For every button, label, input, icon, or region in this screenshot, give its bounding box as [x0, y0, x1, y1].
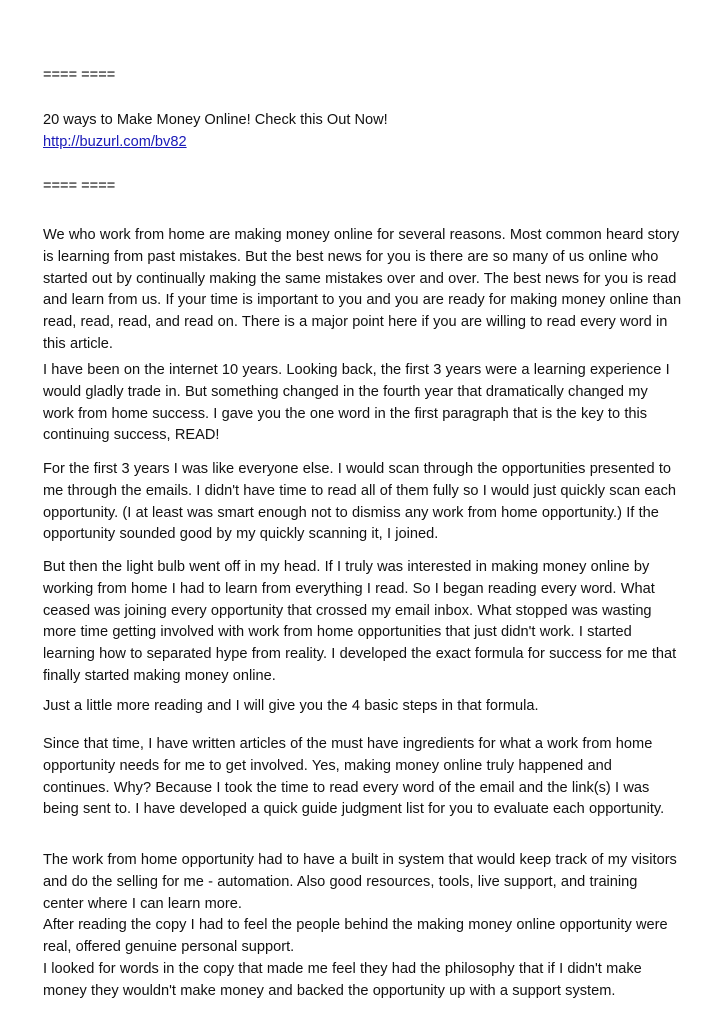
paragraph-line: and do the selling for me - automation. Also good resources, tools, live support, and training	[43, 873, 638, 890]
paragraph-line: finally started making money online.	[43, 667, 276, 684]
paragraph-line: continuing success, READ!	[43, 427, 220, 444]
paragraph-1	[43, 225, 693, 356]
promo-link[interactable]: http://buzurl.com/bv82	[43, 134, 187, 150]
paragraph-line: ceased was joining every opportunity that crossed my email inbox. What stopped was wasting	[43, 602, 652, 619]
paragraph-line: would gladly trade in. But something changed in the fourth year that dramatically changed my	[43, 383, 648, 400]
promo-title: 20 ways to Make Money Online! Check this Out Now!	[43, 112, 388, 128]
promo-link-row	[43, 133, 693, 151]
paragraph-line: me through the emails. I didn't have time to read all of them fully so I would just quickly scan each	[43, 482, 677, 499]
paragraph-line: We who work from home are making money online for several reasons. Most common heard story	[43, 227, 680, 243]
paragraph-line: more time getting involved with work from home opportunities that just didn't work. I started	[43, 624, 632, 641]
paragraph-line: Since that time, I have written articles of the must have ingredients for what a work from home	[43, 736, 653, 752]
paragraph-line: opportunity sounded good by my quickly scanning it, I joined.	[43, 526, 439, 543]
paragraph-4	[43, 557, 693, 688]
paragraph-3	[43, 459, 693, 546]
paragraph-line: real, offered genuine personal support.	[43, 939, 295, 956]
paragraph-line: money they wouldn't make money and backed the opportunity up with a support system.	[43, 982, 616, 999]
paragraph-line: is learning from past mistakes. But the best news for you is there are so many of us online who	[43, 248, 659, 265]
paragraph-line: I looked for words in the copy that made me feel they had the philosophy that if I didn't make	[43, 960, 642, 977]
paragraph-line: For the first 3 years I was like everyone else. I would scan through the opportunities presented to	[43, 461, 672, 477]
paragraph-line: opportunity needs for me to get involved. Yes, making money online truly happened and	[43, 757, 612, 774]
separator-bottom: ==== ====	[43, 178, 116, 194]
separator-top: ==== ====	[43, 67, 116, 83]
paragraph-line: this article.	[43, 335, 113, 352]
paragraph-6	[43, 734, 693, 821]
paragraph-2	[43, 360, 693, 447]
paragraph-line: learning how to separated hype from reality. I developed the exact formula for success for me that	[43, 646, 677, 663]
paragraph-line: I have been on the internet 10 years. Looking back, the first 3 years were a learning experience I	[43, 362, 670, 378]
paragraph-line: Just a little more reading and I will give you the 4 basic steps in that formula.	[43, 698, 539, 714]
paragraph-5	[43, 696, 693, 718]
paragraph-line: started out by continually making the same mistakes over and over. The best news for you is read	[43, 270, 677, 287]
paragraph-line: opportunity. (I at least was smart enough not to dismiss any work from home opportunity.) If the	[43, 504, 659, 521]
paragraph-line: being sent to. I have developed a quick guide judgment list for you to evaluate each opportunity.	[43, 801, 665, 818]
paragraph-line: and learn from us. If your time is important to you and you are ready for making money online than	[43, 292, 682, 309]
paragraph-line: After reading the copy I had to feel the people behind the making money online opportunity were	[43, 917, 668, 934]
paragraph-line: continues. Why? Because I took the time to read every word of the email and the link(s) I was	[43, 779, 650, 796]
paragraph-line: center where I can learn more.	[43, 895, 242, 912]
paragraph-line: read, read, read, and read on. There is a major point here if you are willing to read every word in	[43, 314, 668, 331]
paragraph-line: But then the light bulb went off in my head. If I truly was interested in making money online by	[43, 559, 650, 575]
paragraph-line: working from home I had to learn from everything I read. So I began reading every word. What	[43, 580, 655, 597]
paragraph-7	[43, 850, 693, 1003]
paragraph-line: The work from home opportunity had to have a built in system that would keep track of my visitors	[43, 852, 677, 868]
paragraph-line: work from home success. I gave you the one word in the first paragraph that is the key to this	[43, 405, 648, 422]
